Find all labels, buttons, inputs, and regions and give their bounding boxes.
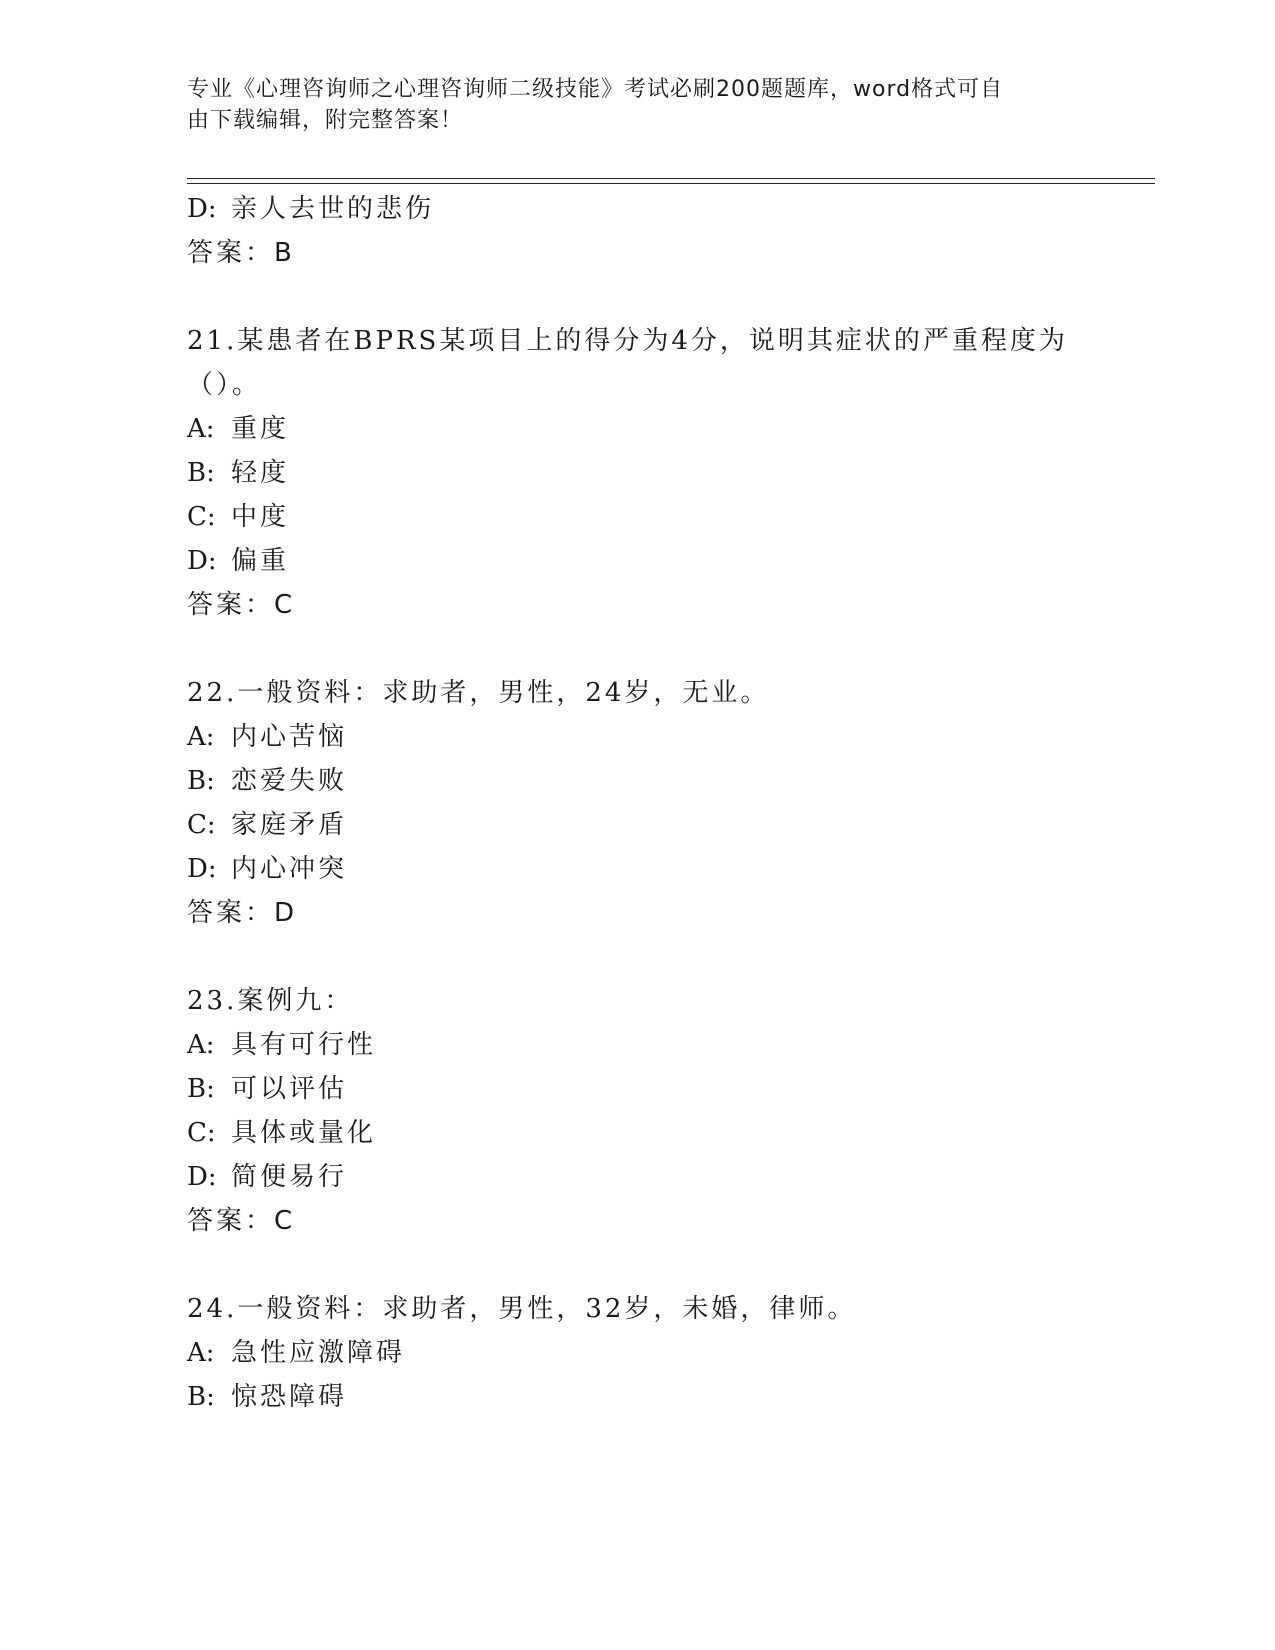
question-21-answer [187, 588, 293, 622]
question-21-option-c [187, 500, 289, 534]
header-line-1: 专业《心理咨询师之心理咨询师二级技能》考试必刷200题题库，word格式可自 [187, 77, 1004, 102]
option-text: 可以评估 [231, 1074, 348, 1104]
option-text: 恋爱失败 [231, 766, 348, 796]
option-text: 重度 [231, 414, 290, 444]
question-22-option-c [187, 808, 347, 842]
option-letter: A: [187, 1338, 215, 1368]
option-text: 惊恐障碍 [231, 1382, 348, 1412]
option-text: 亲人去世的悲伤 [231, 194, 435, 224]
question-24-stem: 24.一般资料：求助者，男性，32岁，未婚，律师。 [187, 1294, 857, 1324]
question-23-stem: 23.案例九： [187, 986, 354, 1016]
question-22-option-b [187, 764, 347, 798]
option-text: 内心冲突 [231, 854, 348, 884]
question-23-option-b [187, 1072, 347, 1106]
document-header [187, 74, 1067, 136]
answer-value: C [274, 590, 294, 620]
option-letter: B: [187, 766, 215, 796]
option-text: 偏重 [231, 546, 290, 576]
option-text: 具体或量化 [231, 1118, 377, 1148]
option-text: 家庭矛盾 [231, 810, 348, 840]
option-letter: C: [187, 810, 216, 840]
answer-label: 答案： [187, 590, 275, 620]
option-letter: A: [187, 722, 215, 752]
answer-label: 答案： [187, 1206, 275, 1236]
answer-label: 答案： [187, 238, 275, 268]
question-24-option-a [187, 1336, 405, 1370]
answer-label: 答案： [187, 898, 275, 928]
option-letter: C: [187, 1118, 216, 1148]
question-21-option-a [187, 412, 289, 446]
option-letter: D: [187, 1162, 217, 1192]
question-22-answer [187, 896, 295, 930]
option-text: 轻度 [231, 458, 290, 488]
header-line-2: 由下载编辑，附完整答案！ [187, 108, 464, 133]
header-divider-bottom [187, 183, 1155, 184]
answer-value: C [274, 1206, 294, 1236]
option-letter: A: [187, 414, 215, 444]
prev-answer [187, 236, 293, 270]
question-23-option-c [187, 1116, 376, 1150]
question-24-option-b [187, 1380, 347, 1414]
option-text: 中度 [231, 502, 290, 532]
question-22-option-a [187, 720, 347, 754]
question-21-option-d [187, 544, 289, 578]
option-text: 内心苦恼 [231, 722, 348, 752]
option-text: 急性应激障碍 [231, 1338, 406, 1368]
answer-value: D [274, 898, 296, 928]
prev-option-d [187, 192, 434, 226]
question-23-option-a [187, 1028, 376, 1062]
option-letter: D: [187, 194, 217, 224]
question-21-option-b [187, 456, 289, 490]
question-21-stem: 21.某患者在BPRS某项目上的得分为4分，说明其症状的严重程度为 [187, 326, 1068, 356]
option-text: 具有可行性 [231, 1030, 377, 1060]
question-22-stem: 22.一般资料：求助者，男性，24岁，无业。 [187, 678, 770, 708]
option-letter: B: [187, 458, 215, 488]
question-21-stem-cont: （）。 [187, 370, 262, 400]
option-letter: B: [187, 1382, 215, 1412]
header-divider-top [187, 178, 1155, 179]
question-23-option-d [187, 1160, 347, 1194]
option-letter: D: [187, 854, 217, 884]
option-letter: D: [187, 546, 217, 576]
question-22-option-d [187, 852, 347, 886]
option-letter: A: [187, 1030, 215, 1060]
option-text: 简便易行 [231, 1162, 348, 1192]
option-letter: C: [187, 502, 216, 532]
answer-value: B [274, 238, 293, 268]
question-23-answer [187, 1204, 293, 1238]
option-letter: B: [187, 1074, 215, 1104]
